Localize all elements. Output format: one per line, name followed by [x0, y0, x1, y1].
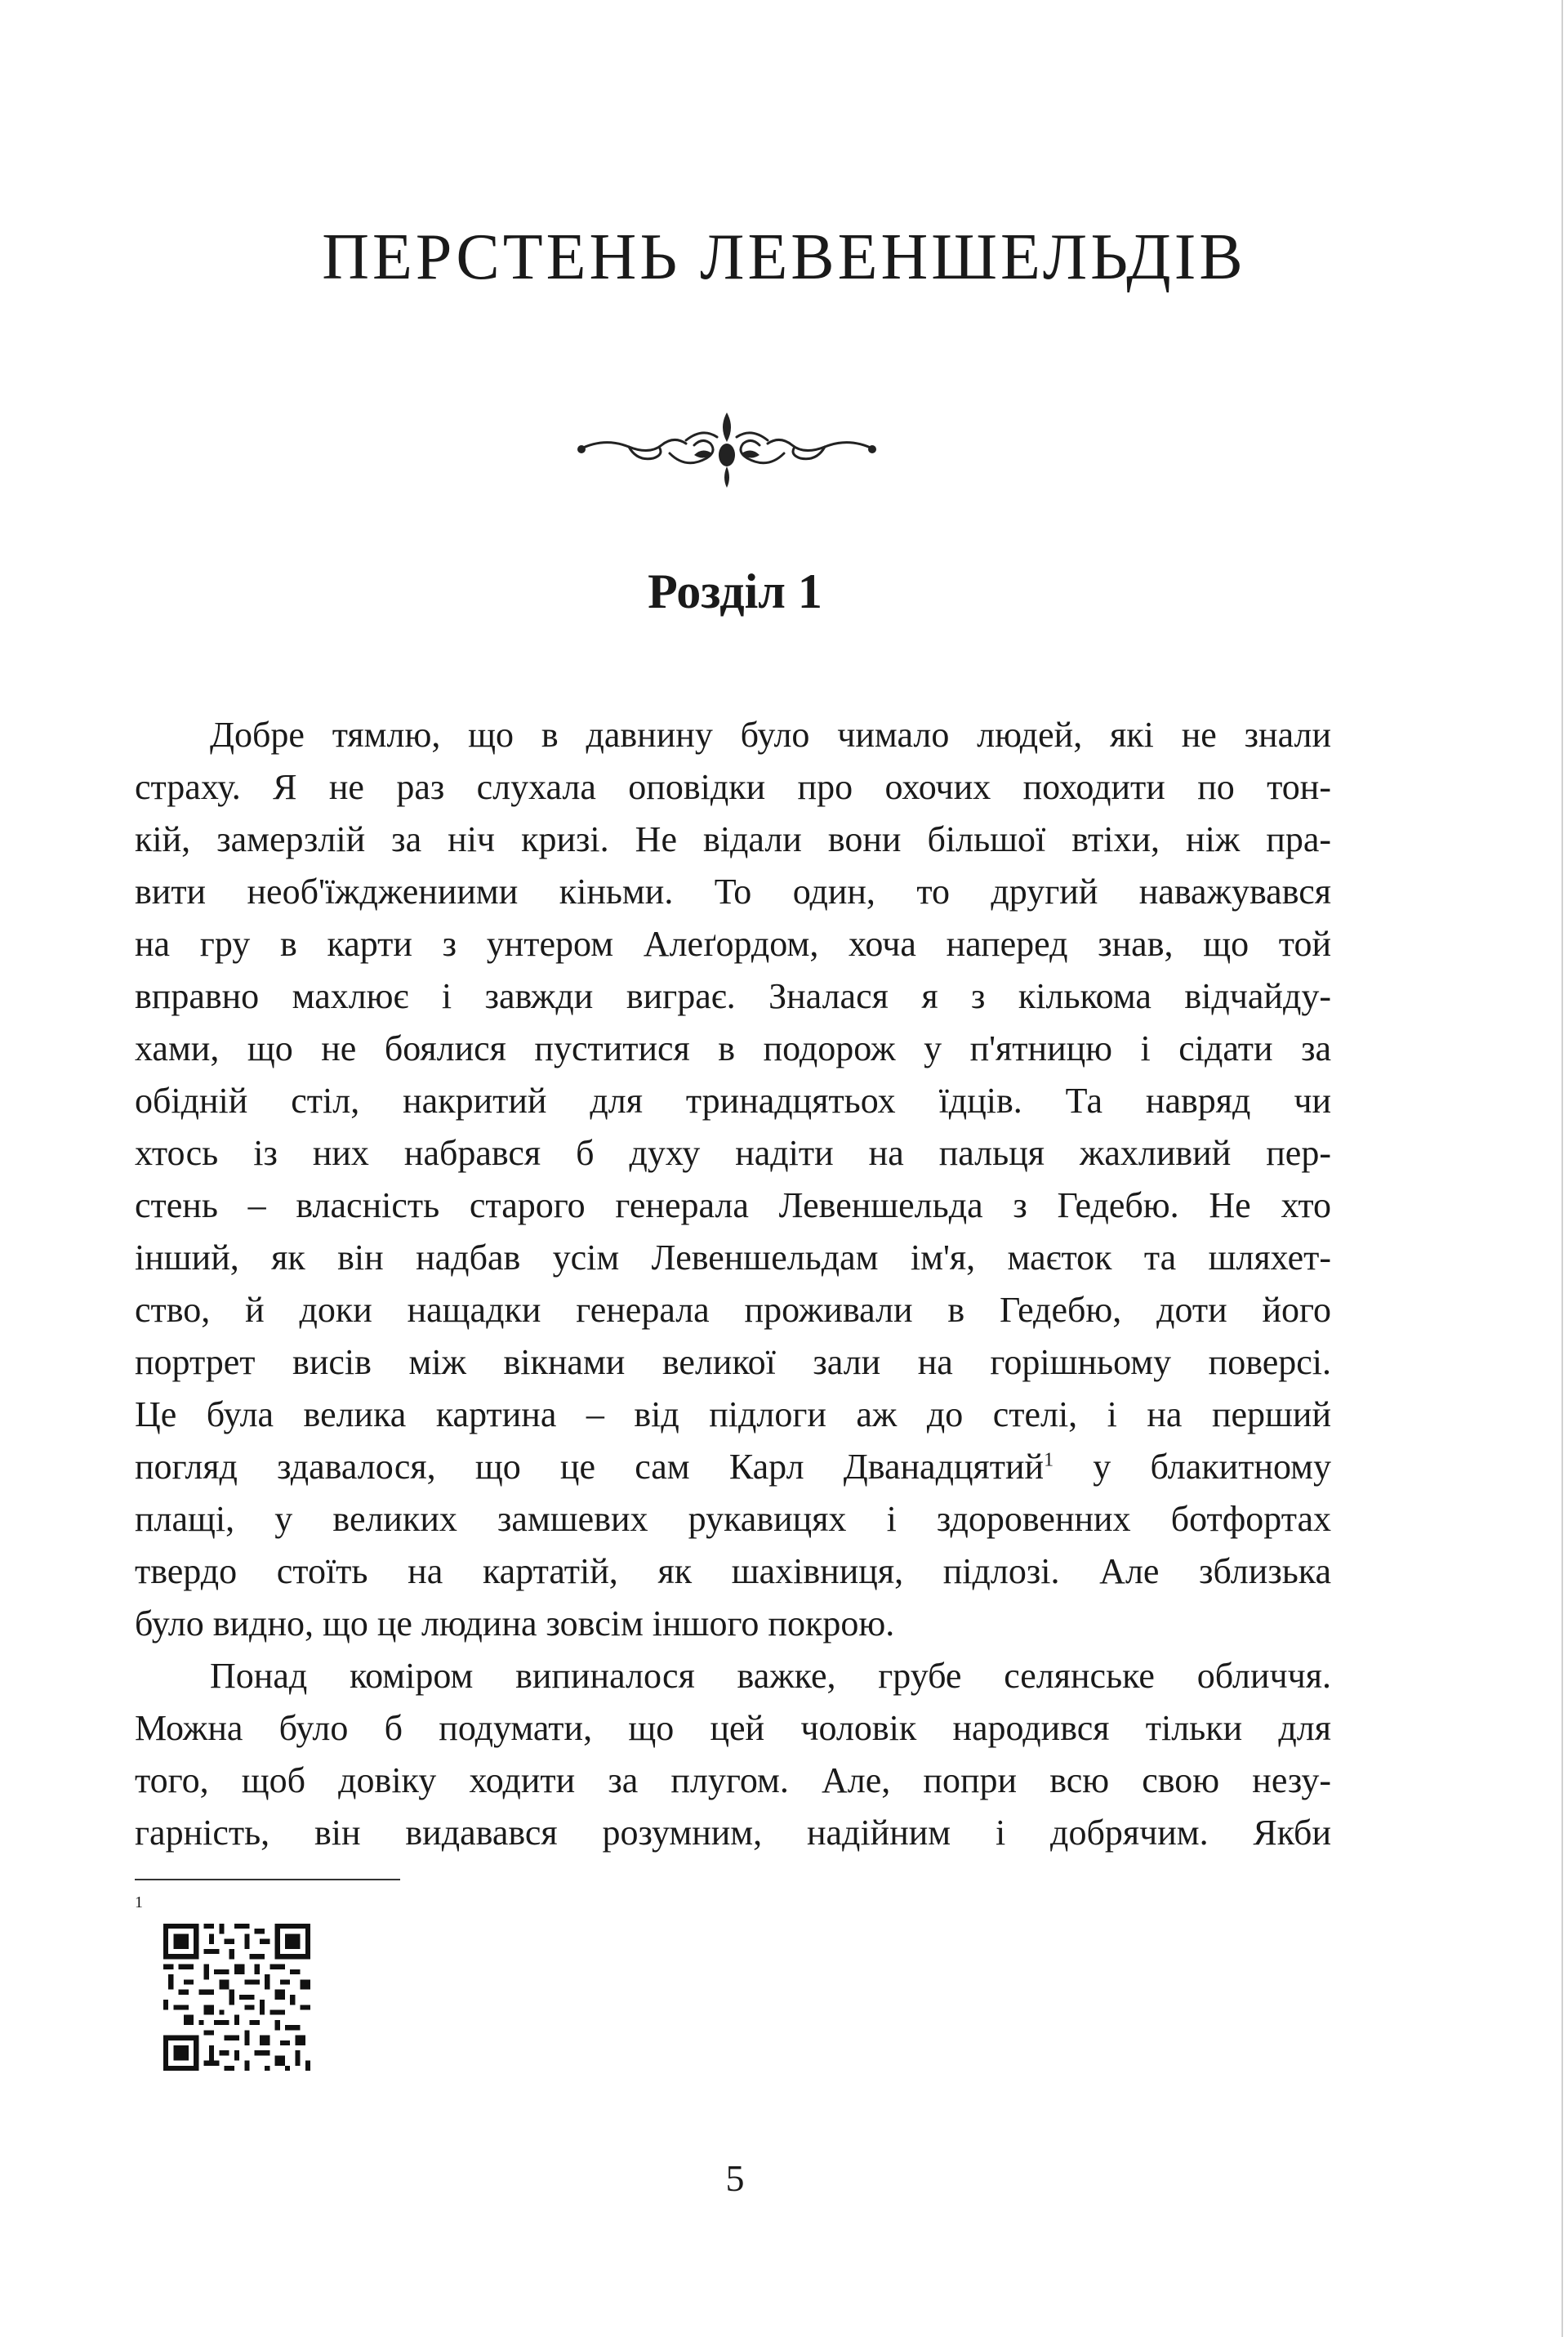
- text-line: гарність, він видавався розумним, надійним і добрячим. Якби: [135, 1813, 1331, 1853]
- chapter-heading: Розділ 1: [648, 564, 822, 618]
- text-line: Можна було б подумати, що цей чоловік народився тільки для: [135, 1708, 1331, 1748]
- decorative-flourish-icon: [572, 404, 882, 494]
- text-line: обідній стіл, накритий для тринадцятьох їдців. Та навряд чи: [135, 1081, 1331, 1121]
- text-segment: у блакитному: [1054, 1447, 1331, 1487]
- page-number: 5: [725, 2157, 745, 2199]
- text-line: кій, замерзлій за ніч кризі. Не відали вони більшої втіхи, ніж пра-: [135, 819, 1331, 859]
- text-line: твердо стоїть на картатій, як шахівниця, підлозі. Але зблизька: [135, 1551, 1331, 1591]
- text-line: хами, що не боялися пуститися в подорож у п'ятницю і сідати за: [135, 1028, 1331, 1068]
- text-line: Добре тямлю, що в давнину було чимало людей, які не знали: [210, 715, 1331, 755]
- text-line: плащі, у великих замшевих рукавицях і здоровенних ботфортах: [135, 1499, 1331, 1539]
- book-title: ПЕРСТЕНЬ ЛЕВЕНШЕЛЬДІВ: [322, 221, 1246, 293]
- text-line: вити необ'їжджениими кіньми. То один, то другий наважувався: [135, 872, 1331, 912]
- footnote-reference[interactable]: 1: [1044, 1449, 1054, 1471]
- body-text: [135, 709, 1331, 1859]
- text-line: було видно, що це людина зовсім іншого покрою.: [135, 1603, 895, 1643]
- text-line: портрет висів між вікнами великої зали на горішньому поверсі.: [135, 1342, 1331, 1382]
- page-edge: [1561, 0, 1563, 2337]
- text-line: страху. Я не раз слухала оповідки про охочих походити по тон-: [135, 767, 1331, 807]
- text-line: ство, й доки нащадки генерала проживали в Гедебю, доти його: [135, 1290, 1331, 1330]
- text-line-with-footnote: [135, 1441, 1331, 1493]
- text-line: інший, як він надбав усім Левеншельдам ім'я, маєток та шляхет-: [135, 1238, 1331, 1278]
- text-line: Понад коміром випиналося важке, грубе селянське обличчя.: [210, 1656, 1331, 1696]
- footnote-number: 1: [135, 1893, 143, 1911]
- text-line: стень – власність старого генерала Левеншельда з Гедебю. Не хто: [135, 1185, 1331, 1225]
- footnote-divider: [135, 1879, 400, 1880]
- text-segment: погляд здавалося, що це сам Карл Дванадцятий: [135, 1447, 1045, 1487]
- text-line: хтось із них набрався б духу надіти на пальця жахливий пер-: [135, 1133, 1331, 1173]
- text-line: того, щоб довіку ходити за плугом. Але, попри всю свою незу-: [135, 1760, 1331, 1800]
- text-line: вправно махлює і завжди виграє. Зналася я з кількома відчайду-: [135, 976, 1331, 1016]
- text-line: на гру в карти з унтером Алеґордом, хоча наперед знав, що той: [135, 924, 1331, 964]
- text-line: Це була велика картина – від підлоги аж до стелі, і на перший: [135, 1394, 1331, 1434]
- qr-code-icon[interactable]: [163, 1924, 310, 2071]
